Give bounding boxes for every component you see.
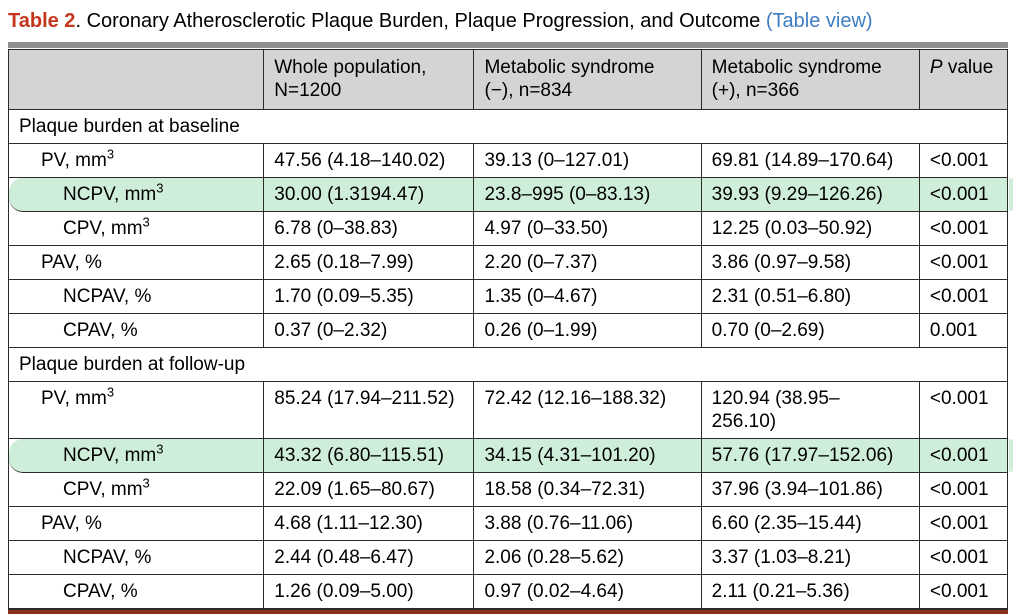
- cell-value: 47.56 (4.18–140.02): [264, 144, 474, 178]
- cell-value: <0.001: [920, 575, 1007, 609]
- row-label: [9, 246, 264, 280]
- table-row: [9, 314, 1007, 348]
- table-figure: [8, 42, 1008, 614]
- cell-value: 18.58 (0.34–72.31): [474, 473, 701, 507]
- row-label-text: CPAV, %: [63, 320, 138, 341]
- cell-value: 85.24 (17.94–211.52): [264, 382, 474, 439]
- cell-value: 30.00 (1.3194.47): [264, 178, 474, 212]
- p-value-word: value: [947, 57, 994, 78]
- row-label-text: NCPV, mm: [63, 184, 157, 205]
- row-label-text: PAV, %: [41, 252, 102, 273]
- row-label-sup: 3: [106, 146, 115, 162]
- row-label-sup: 3: [142, 214, 150, 230]
- cell-value: 57.76 (17.97–152.06): [702, 439, 920, 473]
- row-label: [9, 507, 264, 541]
- row-label: [9, 382, 264, 439]
- cell-value: 2.31 (0.51–6.80): [702, 280, 920, 314]
- row-label: [9, 314, 264, 348]
- cell-value: 34.15 (4.31–101.20): [474, 439, 701, 473]
- row-label-text: CPV, mm: [63, 479, 143, 500]
- row-label-text: CPV, mm: [63, 218, 143, 239]
- row-label-text: NCPAV, %: [63, 547, 152, 568]
- cell-value: 2.11 (0.21–5.36): [702, 575, 920, 609]
- row-label-sup: 3: [106, 384, 115, 400]
- bottom-red-divider: [8, 610, 1008, 614]
- cell-value: 1.35 (0–4.67): [474, 280, 701, 314]
- table-row: [9, 280, 1007, 314]
- cell-value: 6.60 (2.35–15.44): [702, 507, 920, 541]
- row-label: [9, 473, 264, 507]
- column-header-metsyn-positive: Metabolic syndrome (+), n=366: [702, 49, 920, 110]
- table-row: [9, 178, 1007, 212]
- cell-value: 0.97 (0.02–4.64): [474, 575, 701, 609]
- cell-value: 69.81 (14.89–170.64): [702, 144, 920, 178]
- cell-value: <0.001: [920, 382, 1007, 439]
- cell-value: 0.70 (0–2.69): [702, 314, 920, 348]
- row-label: [9, 541, 264, 575]
- table-row: [9, 382, 1007, 439]
- cell-value: 1.26 (0.09–5.00): [264, 575, 474, 609]
- table-top-border: [8, 42, 1008, 48]
- cell-value: 39.93 (9.29–126.26): [702, 178, 920, 212]
- table-row: [9, 212, 1007, 246]
- row-label-sup: 3: [142, 475, 150, 491]
- column-header-whole-population: Whole population, N=1200: [264, 49, 474, 110]
- row-label: [9, 280, 264, 314]
- section-row: [9, 110, 1007, 144]
- header-row: [9, 49, 1007, 110]
- table-number-label: Table 2: [8, 10, 76, 32]
- cell-value: 43.32 (6.80–115.51): [264, 439, 474, 473]
- cell-value: 0.37 (0–2.32): [264, 314, 474, 348]
- table-row: [9, 541, 1007, 575]
- cell-value: <0.001: [920, 144, 1007, 178]
- cell-value: 0.26 (0–1.99): [474, 314, 701, 348]
- table-view-link[interactable]: (Table view): [765, 10, 873, 32]
- cell-value: 22.09 (1.65–80.67): [264, 473, 474, 507]
- cell-value: 3.37 (1.03–8.21): [702, 541, 920, 575]
- cell-value: 6.78 (0–38.83): [264, 212, 474, 246]
- table-caption: [0, 0, 1013, 42]
- cell-value: <0.001: [920, 541, 1007, 575]
- cell-value: 0.001: [920, 314, 1007, 348]
- column-header-metsyn-negative: Metabolic syndrome (−), n=834: [474, 49, 701, 110]
- row-label-sup: 3: [156, 441, 164, 457]
- row-label: [9, 178, 264, 212]
- cell-value: 12.25 (0.03–50.92): [702, 212, 920, 246]
- table-body: [9, 110, 1007, 609]
- cell-value: 3.88 (0.76–11.06): [474, 507, 701, 541]
- column-header-p-value: [920, 49, 1007, 110]
- cell-value: 37.96 (3.94–101.86): [702, 473, 920, 507]
- cell-value: <0.001: [920, 178, 1007, 212]
- cell-value: <0.001: [920, 212, 1007, 246]
- row-label-text: CPAV, %: [63, 581, 138, 602]
- row-label: [9, 575, 264, 609]
- table-row: [9, 439, 1007, 473]
- cell-value: 2.65 (0.18–7.99): [264, 246, 474, 280]
- table-row: [9, 507, 1007, 541]
- cell-value: <0.001: [920, 473, 1007, 507]
- p-value-symbol: P: [929, 57, 943, 78]
- caption-separator: .: [75, 10, 87, 32]
- data-table: [8, 49, 1008, 610]
- cell-value: <0.001: [920, 246, 1007, 280]
- row-label-text: NCPV, mm: [63, 445, 157, 466]
- row-label-text: PAV, %: [41, 513, 102, 534]
- table-row: [9, 246, 1007, 280]
- cell-value: <0.001: [920, 507, 1007, 541]
- cell-value: 4.97 (0–33.50): [474, 212, 701, 246]
- cell-value: <0.001: [920, 280, 1007, 314]
- cell-value: <0.001: [920, 439, 1007, 473]
- section-title: Plaque burden at follow-up: [9, 348, 1007, 382]
- row-label: [9, 439, 264, 473]
- cell-value: 2.20 (0–7.37): [474, 246, 701, 280]
- row-label: [9, 144, 264, 178]
- caption-text: Coronary Atherosclerotic Plaque Burden, Plaque Progression, and Outcome: [86, 10, 766, 32]
- cell-value: 72.42 (12.16–188.32): [474, 382, 701, 439]
- row-label-text: NCPAV, %: [63, 286, 152, 307]
- cell-value: 4.68 (1.11–12.30): [264, 507, 474, 541]
- cell-value: 2.44 (0.48–6.47): [264, 541, 474, 575]
- table-row: [9, 144, 1007, 178]
- row-label-text: PV, mm: [41, 150, 107, 171]
- cell-value: 3.86 (0.97–9.58): [702, 246, 920, 280]
- cell-value: 39.13 (0–127.01): [474, 144, 701, 178]
- row-label-text: PV, mm: [41, 388, 107, 409]
- section-row: [9, 348, 1007, 382]
- cell-value: 2.06 (0.28–5.62): [474, 541, 701, 575]
- row-label-sup: 3: [156, 180, 164, 196]
- cell-value: 23.8–995 (0–83.13): [474, 178, 701, 212]
- table-row: [9, 575, 1007, 609]
- table-row: [9, 473, 1007, 507]
- cell-value: 1.70 (0.09–5.35): [264, 280, 474, 314]
- column-header-rowlabels: [9, 49, 264, 110]
- table-header: [9, 49, 1007, 110]
- cell-value: 120.94 (38.95–256.10): [702, 382, 920, 439]
- row-label: [9, 212, 264, 246]
- section-title: Plaque burden at baseline: [9, 110, 1007, 144]
